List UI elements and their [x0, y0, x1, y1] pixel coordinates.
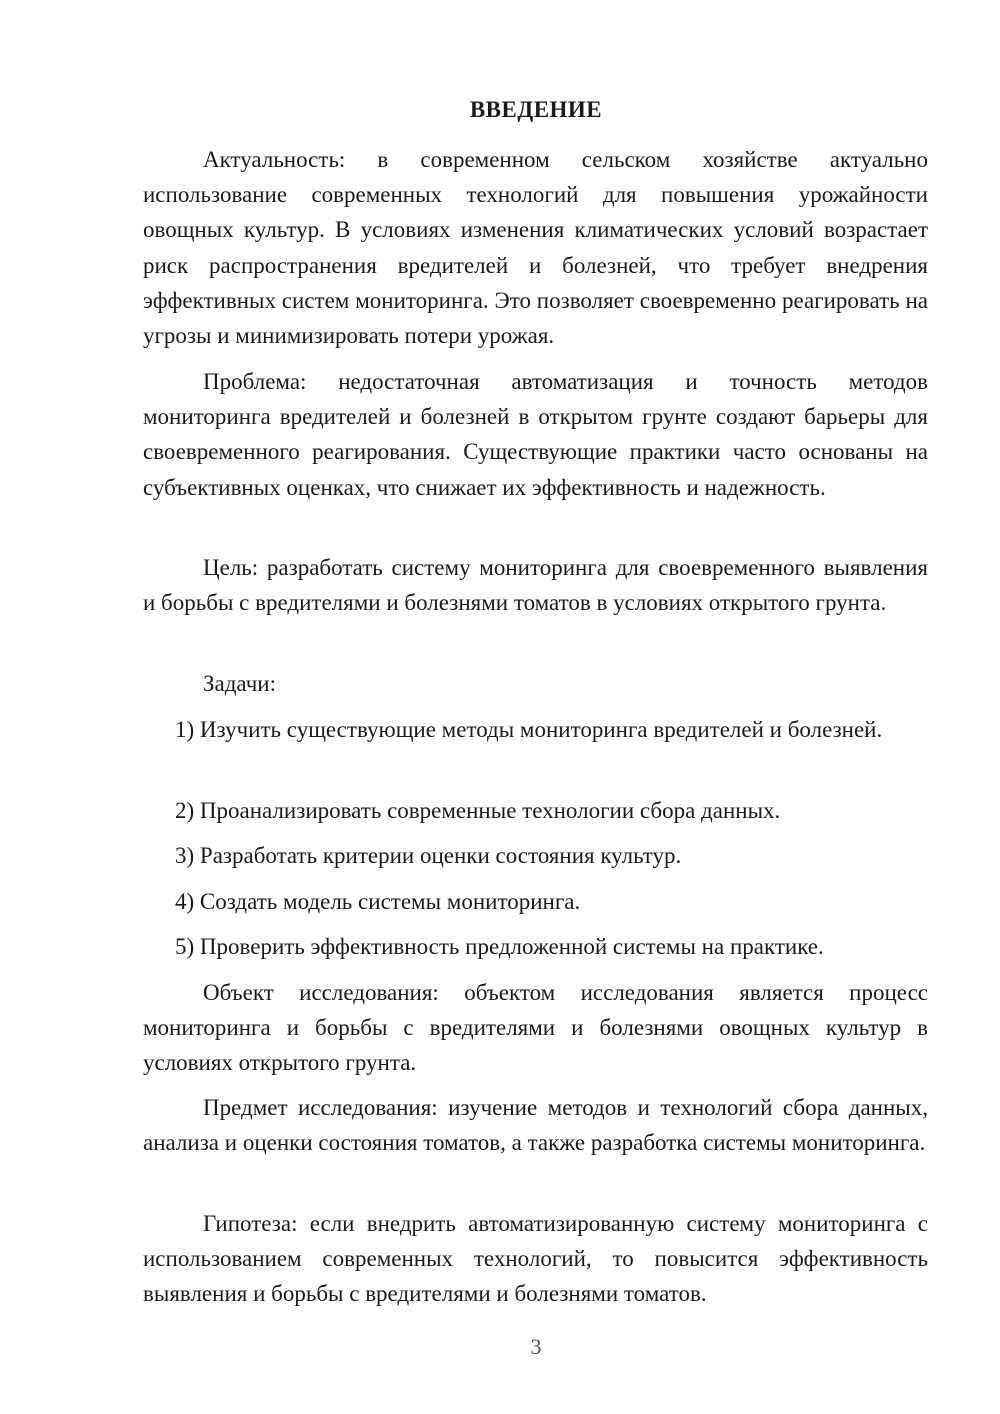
goal-paragraph: Цель: разработать систему мониторинга для своевременного выявления и борьбы с вредителями и болезнями томатов в условиях открытого грунта.	[143, 555, 928, 616]
page-number: 3	[530, 1334, 542, 1359]
page-title: ВВЕДЕНИЕ	[469, 97, 603, 122]
task-item: 4) Создать модель системы мониторинга.	[175, 889, 581, 914]
task-item: 5) Проверить эффективность предложенной системы на практике.	[175, 934, 824, 959]
tasks-heading: Задачи:	[203, 671, 276, 696]
object-paragraph: Объект исследования: объектом исследования является процесс мониторинга и борьбы с вредителями и болезнями овощных культур в условиях открытого грунта.	[143, 980, 928, 1076]
task-item: 1) Изучить существующие методы мониторинга вредителей и болезней.	[175, 717, 883, 742]
hypothesis-paragraph: Гипотеза: если внедрить автоматизированную систему мониторинга с использованием современных технологий, то повысится эффективность выявления и борьбы с вредителями и болезнями томатов.	[143, 1211, 928, 1307]
task-item: 2) Проанализировать современные технологии сбора данных.	[175, 798, 781, 823]
task-item: 3) Разработать критерии оценки состояния культур.	[175, 843, 682, 868]
problem-paragraph: Проблема: недостаточная автоматизация и точность методов мониторинга вредителей и болезней в открытом грунте создают барьеры для своевременного реагирования. Существующие практики часто основаны на субъективных оценках, что снижает их эффективность и надежность.	[143, 369, 928, 500]
subject-paragraph: Предмет исследования: изучение методов и технологий сбора данных, анализа и оценки состояния томатов, а также разработка системы мониторинга.	[143, 1095, 928, 1156]
relevance-paragraph: Актуальность: в современном сельском хозяйстве актуально использование современных технологий для повышения урожайности овощных культур. В условиях изменения климатических условий возрастает риск распространения вредителей и болезней, что требует внедрения эффективных систем мониторинга. Это позволяет своевременно реагировать на угрозы и минимизировать потери урожая.	[143, 147, 928, 349]
